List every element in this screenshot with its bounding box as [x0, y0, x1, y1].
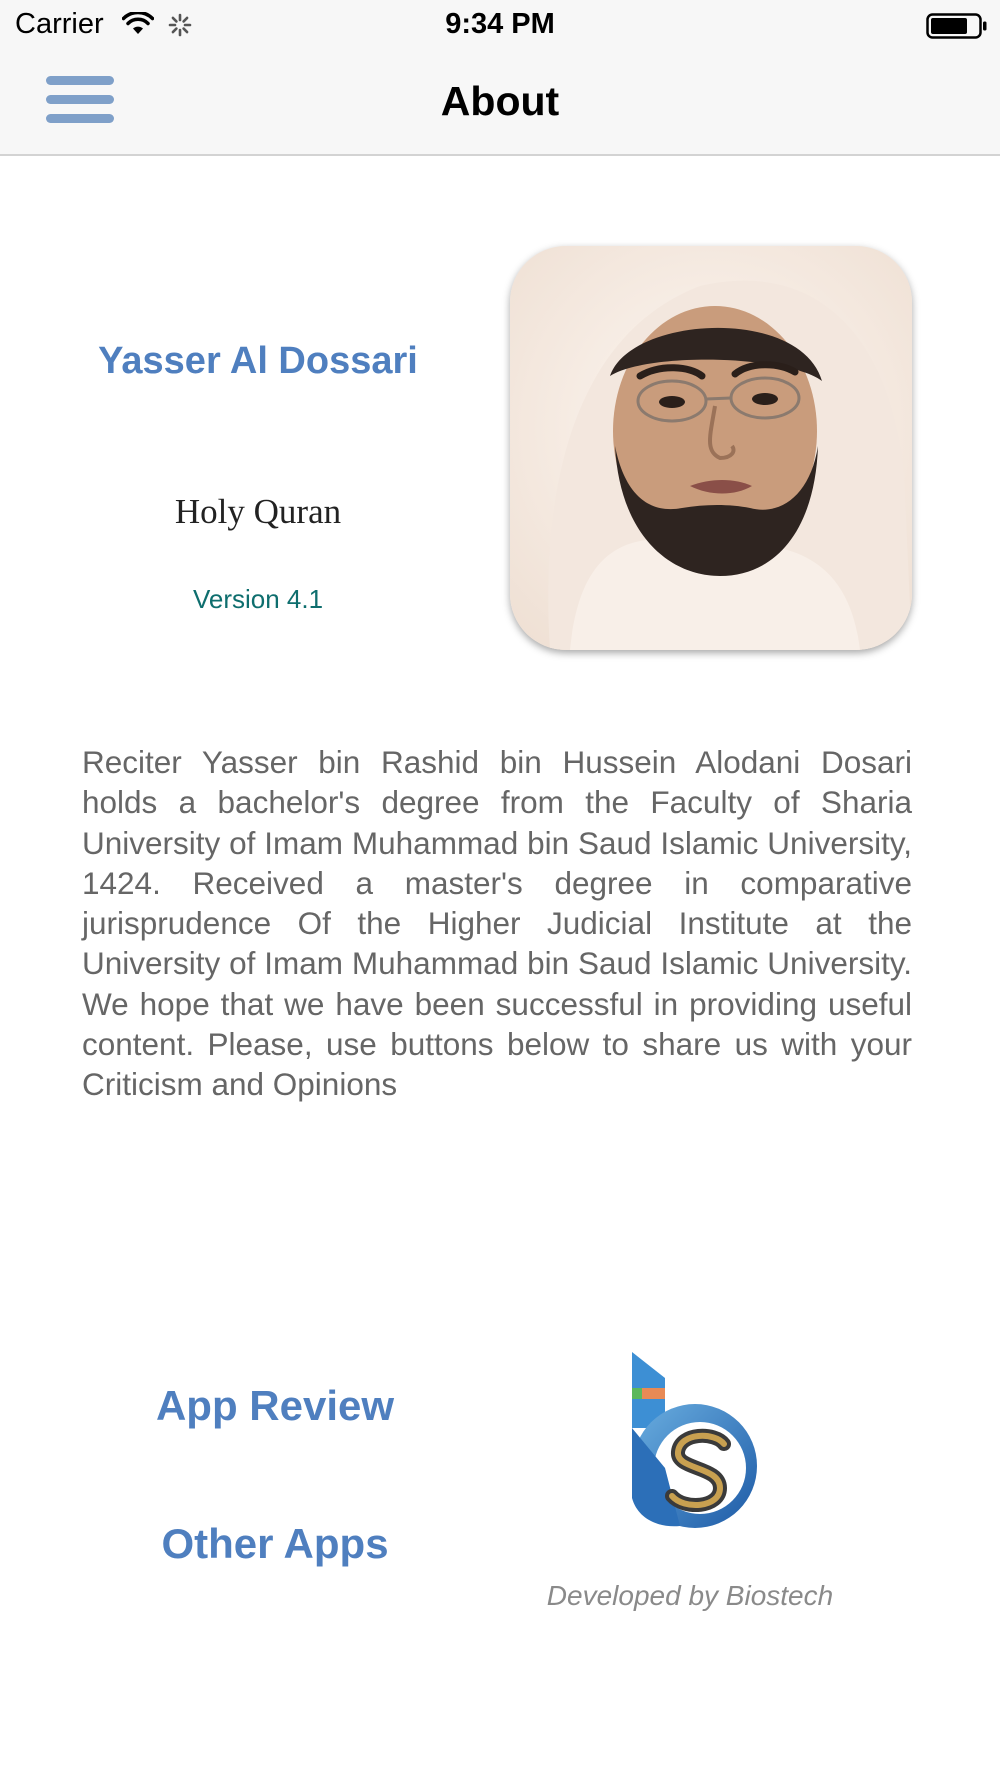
- biostech-logo: [620, 1348, 770, 1548]
- developer-credit: Developed by Biostech: [546, 1580, 834, 1611]
- status-bar: [0, 0, 1000, 50]
- carrier-label: Carrier: [15, 8, 104, 40]
- reciter-description: Reciter Yasser bin Rashid bin Hussein Alodani Dosari holds a bachelor's degree from the Faculty of Sharia University of Imam Muhammad bin Saud Islamic University, 1424. Received a master's degree in comparative jurisprudence Of the Higher Judicial Institute at the University of Imam Muhammad bin Saud Islamic University. We hope that we have been successful in providing useful content. Please, use buttons below to share us with your Criticism and Opinions: [82, 744, 912, 1103]
- app-review-button[interactable]: App Review: [100, 1382, 450, 1430]
- other-apps-button[interactable]: Other Apps: [100, 1520, 450, 1568]
- app-version: Version 4.1: [192, 584, 324, 614]
- navigation-bar: [0, 50, 1000, 156]
- reciter-name: Yasser Al Dossari: [98, 340, 418, 382]
- app-name: Holy Quran: [174, 492, 342, 531]
- status-time: 9:34 PM: [445, 8, 555, 40]
- battery-icon: [926, 13, 988, 39]
- reciter-portrait: [510, 246, 912, 650]
- page-title: About: [440, 78, 560, 124]
